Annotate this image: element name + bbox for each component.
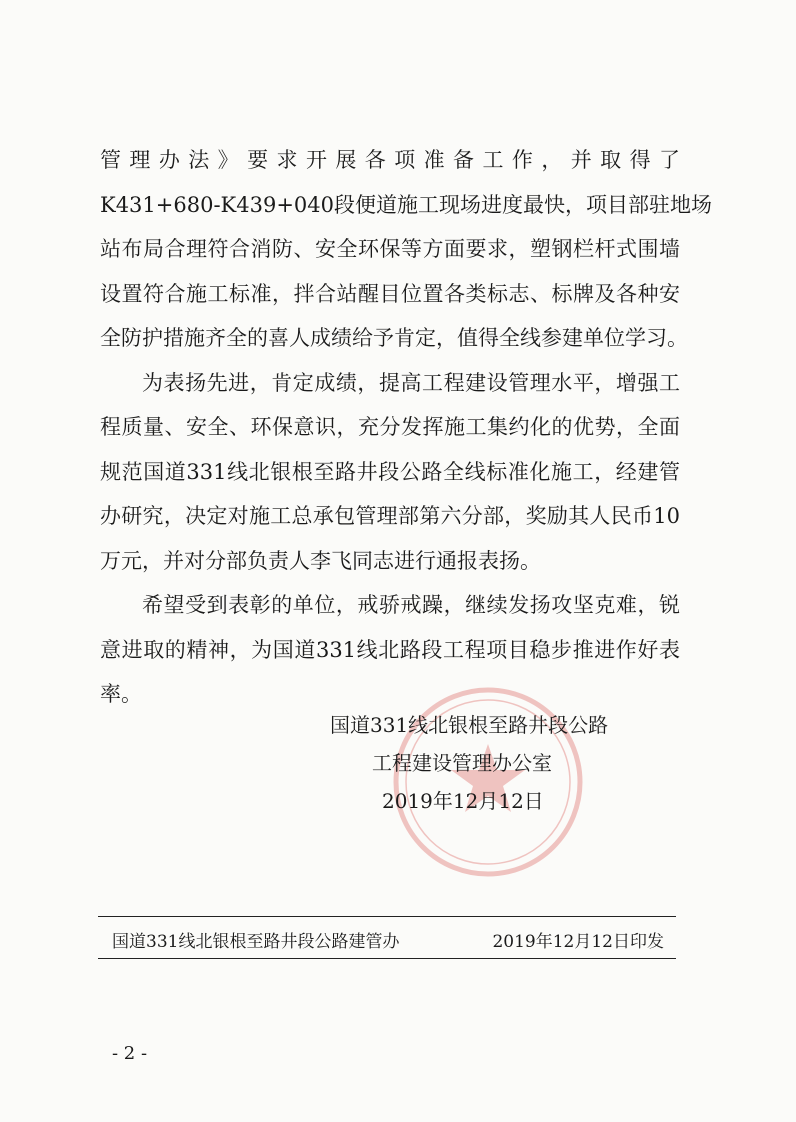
text-line: 程质量、安全、环保意识，充分发挥施工集约化的优势，全面: [100, 415, 680, 439]
letter-body: [100, 138, 712, 717]
text-line: 办研究，决定对施工总承包管理部第六分部，奖励其人民币10: [100, 504, 680, 528]
signature-office: 工程建设管理办公室: [372, 751, 552, 775]
paragraph-3: [100, 583, 680, 717]
text-line: 站布局合理符合消防、安全环保等方面要求，塑钢栏杆式围墙: [100, 237, 680, 261]
text-line: K431+680-K439+040段便道施工现场进度最快，项目部驻地场: [100, 192, 712, 217]
text-line: 万元，并对分部负责人李飞同志进行通报表扬。: [100, 548, 541, 573]
text-line: 希望受到表彰的单位，戒骄戒躁，继续发扬攻坚克难，锐: [142, 593, 680, 617]
signature-date: 2019年12月12日: [382, 789, 544, 813]
signature-block: [330, 706, 630, 820]
text-line: 规范国道331线北银根至路井段公路全线标准化施工，经建管: [100, 459, 680, 484]
text-line: 意进取的精神，为国道331线北路段工程项目稳步推进作好表: [100, 637, 680, 662]
page-number: - 2 -: [112, 1043, 148, 1064]
paragraph-2: [100, 361, 680, 584]
footer-bottom-rule: [98, 958, 676, 959]
text-line: 设置符合施工标准，拌合站醒目位置各类标志、标牌及各种安: [100, 281, 680, 306]
footer-top-rule: [98, 916, 676, 917]
footer-issue-date: 2019年12月12日印发: [492, 932, 664, 952]
signature-organization: 国道331线北银根至路井段公路: [330, 713, 609, 737]
footer-issuer: 国道331线北银根至路井段公路建管办: [112, 932, 400, 952]
text-line: 管理办法》要求开展各项准备工作，并取得了: [100, 148, 680, 172]
paragraph-1: [100, 138, 712, 361]
text-line: 率。: [100, 682, 142, 706]
text-line: 为表扬先进，肯定成绩，提高工程建设管理水平，增强工: [142, 370, 680, 395]
text-line: 全防护措施齐全的喜人成绩给予肯定，值得全线参建单位学习。: [100, 326, 688, 350]
